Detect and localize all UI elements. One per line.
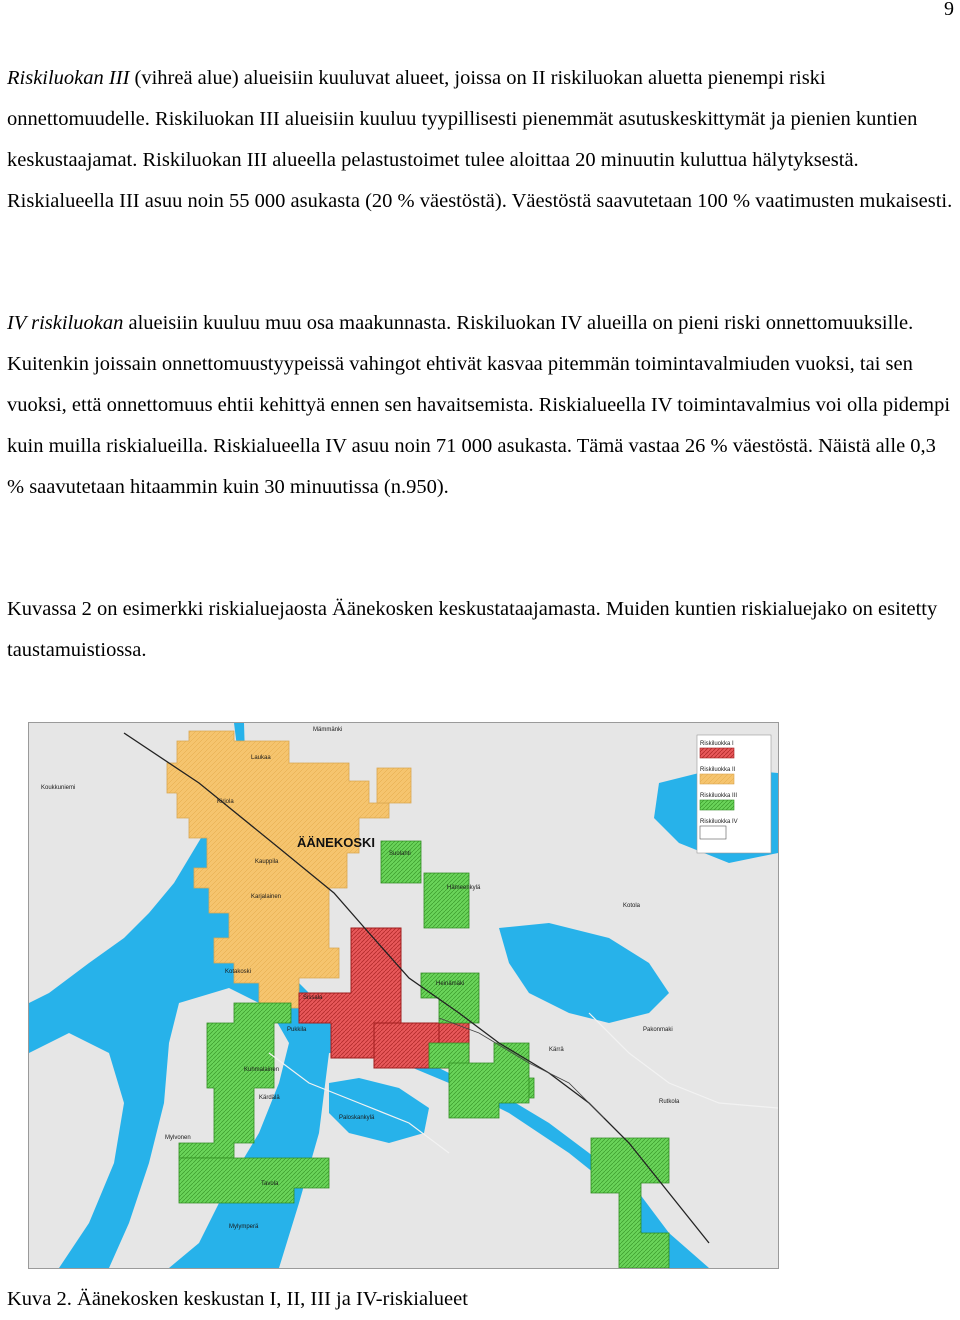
risk-area-class-3	[424, 873, 469, 928]
figure-caption: Kuva 2. Äänekosken keskustan I, II, III ja IV-riskialueet	[7, 1288, 468, 1310]
legend-label: Riskiluokka II	[700, 767, 736, 773]
paragraph-risk-class-4	[7, 303, 955, 508]
place-label: Rutkola	[659, 1099, 680, 1105]
place-label: Laukaa	[251, 755, 271, 761]
paragraph-risk-class-3	[7, 58, 955, 222]
paragraph-text: Kuvassa 2 on esimerkki riskialuejaosta Äänekosken keskustataajamasta. Muiden kuntien riskialuejako on esitetty taustamuistiossa.	[7, 598, 938, 661]
legend-label: Riskiluokka IV	[700, 819, 738, 825]
legend-swatch-class-2	[700, 774, 734, 784]
term-risk-class-4: IV riskiluokan	[7, 312, 124, 334]
legend-label: Riskiluokka I	[700, 741, 734, 747]
place-label: Pakonmaki	[643, 1027, 673, 1033]
place-label: Kotakoski	[225, 969, 252, 975]
risk-area-class-2	[377, 768, 411, 803]
place-label: Heinämäki	[436, 981, 465, 987]
risk-area-map	[28, 722, 779, 1269]
place-label: Paloskankylä	[339, 1115, 375, 1121]
place-label: Mylvonen	[165, 1135, 191, 1141]
place-label: Karjalainen	[251, 894, 282, 900]
place-label: Tavola	[261, 1181, 279, 1187]
paragraph-text: (vihreä alue) alueisiin kuuluvat alueet, joissa on II riskiluokan aluetta pienempi riski onnettomuudelle. Riskiluokan III alueisiin kuuluu tyypillisesti pienemmät asutuskeskittymät ja pienien kuntien keskustaajamat. Riskiluokan III alueella pelastustoimet tulee aloittaa 20 minuutin kuluttua hälytyksestä. Riskialueella III asuu noin 55 000 asukasta (20 % väestöstä). Väestöstä saavutetaan 100 % vaatimusten mukaisesti.	[7, 67, 953, 212]
legend-swatch-class-4	[700, 826, 726, 839]
place-label: Hämeenkylä	[447, 885, 481, 891]
place-label: Kuhmalainen	[244, 1067, 280, 1073]
legend-label: Riskiluokka III	[700, 793, 738, 799]
place-label: Kärdälä	[259, 1095, 280, 1101]
place-label: Kotola	[623, 903, 641, 909]
place-label: Suolahti	[389, 851, 411, 857]
paragraph-figure-intro	[7, 589, 955, 671]
term-risk-class-3: Riskiluokan III	[7, 67, 130, 89]
place-label: Sissala	[303, 995, 323, 1001]
place-label: Kauppila	[255, 859, 279, 865]
paragraph-text: alueisiin kuuluu muu osa maakunnasta. Riskiluokan IV alueilla on pieni riski onnettomuuksille. Kuitenkin joissain onnettomuustyypeissä vahingot ehtivät kasvaa pitemmän toimintavalmiuden vuoksi, tai sen vuoksi, että onnettomuus ehtii kehittyä ennen sen havaitsemista. Riskialueella IV toimintavalmius voi olla pidempi kuin muilla riskialueilla. Riskialueella IV asuu noin 71 000 asukasta. Tämä vastaa 26 % väestöstä. Näistä alle 0,3 % saavutetaan hitaammin kuin 30 minuutissa (n.950).	[7, 312, 951, 498]
place-label: Kärrä	[549, 1047, 564, 1053]
place-label: Mylymperä	[229, 1224, 259, 1230]
legend-swatch-class-3	[700, 800, 734, 810]
legend-swatch-class-1	[700, 748, 734, 758]
place-label: Koukkuniemi	[41, 785, 76, 791]
map-legend	[697, 735, 771, 853]
place-label: Kirjola	[217, 799, 234, 805]
risk-area-class-3	[381, 841, 421, 883]
place-label: Mämmänki	[313, 727, 343, 733]
place-label: Pukkila	[287, 1027, 307, 1033]
map-town-label: ÄÄNEKOSKI	[297, 835, 376, 850]
page-number: 9	[944, 0, 954, 20]
